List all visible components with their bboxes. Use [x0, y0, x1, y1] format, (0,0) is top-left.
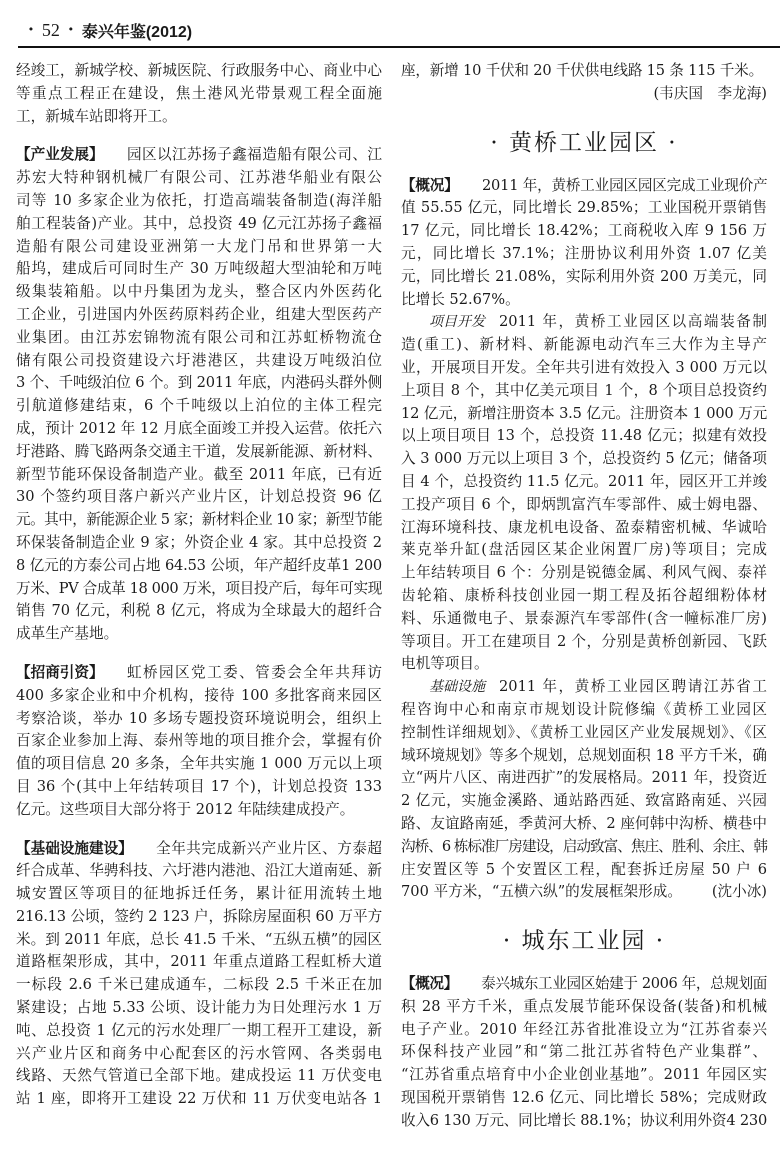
text-line [16, 509, 382, 532]
paragraph [401, 175, 767, 312]
text-line [401, 243, 767, 266]
line-text: 成，预计 2012 年 12 月底全面竣工并投入运营。依托六 [16, 419, 383, 437]
line-text: 舶工程装备)产业。其中，总投资 49 亿元江苏扬子鑫福 [16, 214, 382, 232]
text-line [16, 555, 382, 578]
line-text: 紧建设；占地 5.33 公顷、设计能力为日处理污水 1 万 [16, 999, 382, 1017]
line-text: 等重点工程正在建设，焦土港风光带景观工程全面施 [16, 84, 382, 102]
line-text: 工，新城车站即将开工。 [16, 107, 177, 125]
line-text: 12 亿元，新增注册资本 3.5 亿元。注册资本 1 000 万元 [401, 404, 767, 422]
line-text: 引航道修建结束，6 个千吨级以上泊位的主体工程完 [16, 397, 382, 415]
text-line [401, 1019, 767, 1042]
line-text: 泰兴城东工业园区始建于 2006 年，总规划面 [481, 975, 767, 993]
line-text: 成革生产基地。 [16, 625, 119, 643]
line-text: 元，同比增长 37.1%；注册协议利用外资 1.07 亿美 [401, 244, 767, 262]
line-text: 船坞，建成后可同时生产 30 万吨级超大型油轮和万吨 [16, 260, 382, 278]
text-line [16, 1020, 382, 1043]
text-line [16, 486, 382, 509]
line-text: 级集装箱船。以中丹集团为龙头，整合区内外医药化 [16, 283, 382, 301]
text-line [16, 951, 382, 974]
text-line [401, 790, 767, 813]
text-line [16, 997, 382, 1020]
text-line [16, 418, 382, 441]
section-title: · 黄桥工业园区 · [490, 129, 678, 156]
line-text: 考察洽谈，举办 10 多场专题投资环境说明会，组织上 [16, 709, 382, 727]
line-text: 电机等项目。 [401, 655, 489, 673]
line-text: 线路、天然气管道已全部下地。建成投运 11 万伏变电 [16, 1067, 382, 1085]
text-line [16, 395, 382, 418]
text-line [16, 372, 382, 395]
line-text: 新型节能环保设备制造产业。截至 2011 年底，已有近 [16, 465, 382, 483]
line-text: 苏宏大特种钢机械厂有限公司、江苏港华船业有限公 [16, 169, 382, 187]
line-text: 沟桥、6 栋标准厂房建设，启动致富、焦庄、胜利、余庄、韩 [401, 837, 767, 855]
text-line [401, 653, 767, 676]
line-text: 控制性详细规划》、《黄桥工业园区产业发展规划》、《区 [401, 723, 767, 741]
section-label: 【招商引资】 [16, 664, 104, 681]
line-text: 环保科技产业园”和“第二批江苏省特色产业集群”、 [401, 1043, 767, 1061]
text-line [16, 685, 382, 708]
text-line [16, 83, 382, 106]
book-title: 泰兴年鉴(2012) [81, 23, 193, 41]
text-line [16, 190, 382, 213]
line-text: 2 亿元，实施金溪路、通站路西延、致富路南延、兴园 [401, 792, 767, 810]
line-text: 亿元。这些项目大部分将于 2012 年陆续建成投产。 [16, 800, 355, 818]
text-line [16, 600, 382, 623]
text-line [401, 517, 767, 540]
text-line [16, 860, 382, 883]
line-text: 700 平方米，“五横六纵”的发展框架形成。 [401, 883, 682, 901]
line-text: 等项目。开工在建项目 2 个，分别是黄桥创新园、飞跃 [401, 632, 767, 650]
subsection-label: 基础设施 [429, 679, 485, 696]
text-line [401, 996, 767, 1019]
text-line [401, 471, 767, 494]
text-line [16, 464, 382, 487]
paragraph [16, 838, 382, 1112]
line-text: 元，同比增长 21.08%，实际利用外资 200 万美元，同 [401, 267, 767, 285]
paragraph [16, 662, 382, 822]
text-line [401, 859, 767, 882]
text-line [401, 813, 767, 836]
line-text: 司等 10 多家企业为依托，打造高端装备制造(海洋船 [16, 191, 382, 209]
text-line [16, 838, 382, 861]
line-text: 域环境规划》等多个规划，总规划面积 18 平方千米，确 [401, 746, 767, 764]
line-text: 17 亿元，同比增长 18.42%；工商税收入库 9 156 万 [401, 222, 767, 240]
text-line [401, 722, 767, 745]
text-line [16, 662, 382, 685]
line-text: 业集团。由江苏宏锦物流有限公司和江苏虹桥物流仓 [16, 328, 382, 346]
text-line [16, 1043, 382, 1066]
text-line [401, 289, 767, 312]
line-text: 工投产项目 6 个，即炳凯富汽车零部件、威士姆电器、 [401, 495, 767, 513]
line-text: 莱克举升缸(盘活园区某企业闲置厂房)等项目；完成 [401, 541, 767, 559]
text-line [401, 836, 767, 859]
line-text: 2011 年，黄桥工业园区以高端装备制 [499, 313, 767, 331]
line-text: 目 4 个，总投资约 11.5 亿元。2011 年，园区开工并竣 [401, 472, 767, 490]
text-line [401, 539, 767, 562]
text-line [401, 175, 767, 198]
line-text: 环保装备制造企业 9 家；外资企业 4 家。其中总投资 2 [16, 533, 382, 551]
line-text: 一标段 2.6 千米已建成通车，二标段 2.5 千米正在加 [16, 976, 382, 994]
separator-dot: · [28, 20, 34, 40]
text-line [16, 167, 382, 190]
line-text: 吨、总投资 1 亿元的污水处理厂一期工程开工建设，新 [16, 1021, 382, 1039]
line-text: 216.13 公顷，签约 2 123 户，拆除房屋面积 60 万平方 [16, 907, 382, 925]
text-line [16, 258, 382, 281]
line-text: 虹桥园区党工委、管委会全年共拜访 [126, 663, 382, 681]
text-line [16, 106, 382, 129]
line-text: 米。到 2011 年底，总长 41.5 千米、“五纵五横”的园区 [16, 930, 382, 948]
text-line [401, 973, 767, 996]
paragraph [401, 973, 767, 1133]
text-line [401, 60, 767, 83]
text-line [16, 144, 382, 167]
line-text: 座，新增 10 千伏和 20 千伏供电线路 15 条 115 千米。 [401, 62, 763, 79]
line-text: 造船有限公司建设亚洲第一大龙门吊和世界第一大 [16, 237, 382, 255]
text-line [16, 776, 382, 799]
line-text: 百家企业参加上海、泰州等地的项目推介会，掌握有价 [16, 732, 382, 750]
text-line [401, 220, 767, 243]
paragraph [401, 60, 767, 83]
line-text: 2011 年，黄桥工业园区园区完成工业现价产 [481, 176, 768, 194]
line-text: 纤合成革、华骋科技、六圩港内港池、沿江大道南延、新 [16, 862, 382, 880]
section-label: 【产业发展】 [16, 147, 104, 164]
text-line [401, 881, 767, 904]
text-line [16, 304, 382, 327]
line-text: 工企业，引进国内外医药原料药企业，组建大型医药产 [16, 305, 382, 323]
text-line [401, 608, 767, 631]
line-text: 园区以江苏扬子鑫福造船有限公司、江 [126, 146, 382, 164]
text-line [16, 906, 382, 929]
text-line [401, 631, 767, 654]
line-text: 料、乐通微电子、景泰源汽车零部件(含一幢标准厂房) [401, 609, 767, 627]
section-title: · 城东工业园 · [502, 928, 666, 955]
line-text: 道路框架形成，其中，2011 年重点道路工程虹桥大道 [16, 953, 382, 971]
line-text: 城安置区等项目的征地拆迁任务，累计征用流转土地 [16, 885, 382, 903]
text-line [401, 676, 767, 699]
line-text: 目 36 个(其中上年结转项目 17 个)，计划总投资 133 [16, 777, 382, 795]
page-number: 52 [41, 19, 60, 40]
line-text: 元。其中，新能源企业 5 家；新材料企业 10 家；新型节能 [16, 511, 382, 529]
text-line [401, 1087, 767, 1110]
text-line [401, 311, 767, 334]
paragraph [16, 60, 382, 128]
paragraph [401, 676, 767, 904]
text-line [16, 236, 382, 259]
line-text: “江苏省重点培育中小企业创业基地”。2011 年园区实 [401, 1066, 767, 1084]
line-text: 8 亿元的方泰公司占地 64.53 公顷，年产超纤皮革1 200 [16, 556, 382, 574]
section-label: 【概况】 [401, 976, 458, 993]
text-line [401, 767, 767, 790]
text-line [16, 799, 382, 822]
line-text: 业，开展项目开发。全年共引进有效投入 3 000 万元以 [401, 358, 767, 376]
text-line [16, 441, 382, 464]
text-line [16, 1088, 382, 1111]
line-text: 路、友谊路南延，季黄河大桥、2 座何韩中沟桥、横巷中 [401, 814, 767, 832]
text-line [401, 1064, 767, 1087]
line-text: 站 1 座，即将开工建设 22 万伏和 11 万伏变电站各 1 [16, 1090, 382, 1108]
line-text: 庄安置区等 5 个安置区工程，配套拆迁房屋 50 户 6 [401, 860, 767, 878]
author-attribution: (韦庆国 李龙海) [653, 84, 767, 102]
left-column [16, 60, 382, 1127]
text-line [401, 585, 767, 608]
text-line [16, 213, 382, 236]
line-text: 收入6 130 万元、同比增长 88.1%；协议利用外资4 230 [401, 1111, 768, 1129]
line-text: 立“两片八区、南进西扩”的发展格局。2011 年，投资近 [401, 769, 767, 787]
line-text: 值的项目信息 20 多条，全年共实施 1 000 万元以上项 [16, 755, 382, 773]
line-text: 储有限公司投资建设六圩港港区，共建设万吨级泊位 [16, 351, 382, 369]
line-text: 2011 年，黄桥工业园区聘请江苏省工 [499, 678, 767, 696]
line-text: 值 55.55 亿元，同比增长 29.85%；工业国税开票销售 [401, 199, 767, 217]
line-text: 销售 70 亿元，利税 8 亿元，将成为全球最大的超纤合 [16, 602, 382, 620]
line-text: 400 多家企业和中介机构，接待 100 多批客商来园区 [16, 686, 382, 704]
line-text: 以上项目项目 13 个，总投资 11.48 亿元；拟建有效投 [401, 427, 767, 445]
text-line [401, 745, 767, 768]
text-line [401, 448, 767, 471]
line-text: 兴产业片区和商务中心配套区的污水管网、各类弱电 [16, 1044, 382, 1062]
text-line [16, 60, 382, 83]
text-line [401, 1041, 767, 1064]
text-line [16, 350, 382, 373]
text-line [16, 281, 382, 304]
text-line [401, 334, 767, 357]
line-text: 圩港路、腾飞路两条交通主干道，发展新能源、新材料、 [16, 442, 382, 460]
text-line [16, 730, 382, 753]
text-line [401, 1110, 767, 1133]
line-text: 造(重工)、新材料、新能源电动汽车三大作为主导产 [401, 336, 767, 354]
section-label: 【概况】 [401, 177, 459, 194]
subsection-label: 项目开发 [429, 314, 485, 331]
text-line [401, 403, 767, 426]
text-line [401, 197, 767, 220]
separator-dot: · [67, 20, 74, 40]
text-line [16, 883, 382, 906]
line-text: 上年结转项目 6 个：分别是锐德金属、利风气阀、泰祥 [401, 564, 767, 582]
text-line [16, 974, 382, 997]
line-text: 积 28 平方千米，重点发展节能环保设备(装备)和机械 [401, 997, 767, 1015]
paragraph [401, 311, 767, 676]
line-text: 现国税开票销售 12.6 亿元、同比增长 58%；完成财政 [401, 1089, 767, 1107]
line-text: 全年共完成新兴产业片区、方泰超 [156, 839, 382, 857]
line-text: 经竣工，新城学校、新城医院、行政服务中心、商业中心 [16, 62, 382, 79]
paragraph [16, 144, 382, 646]
text-line [401, 380, 767, 403]
line-text: 30 个签约项目落户新兴产业片区，计划总投资 96 亿 [16, 488, 382, 506]
text-line [401, 562, 767, 585]
header-rule [18, 46, 780, 48]
page-header [20, 18, 192, 42]
line-text: 齿轮箱、康桥科技创业园一期工程及拓谷超细粉体材 [401, 586, 767, 604]
text-line [16, 1065, 382, 1088]
text-line [16, 623, 382, 646]
text-line [401, 699, 767, 722]
line-text: 江海环境科技、康龙机电设备、盈泰精密机械、华诚哈 [401, 518, 767, 536]
text-line [16, 327, 382, 350]
text-line [401, 357, 767, 380]
text-line [16, 578, 382, 601]
section-label: 【基础设施建设】 [16, 840, 133, 857]
right-column [401, 60, 767, 1133]
text-line [401, 266, 767, 289]
line-text: 程咨询中心和南京市规划设计院修编《黄桥工业园区 [401, 700, 767, 718]
line-text: 上项目 8 个，其中亿美元项目 1 个，8 个项目总投资约 [401, 381, 767, 399]
text-line [16, 708, 382, 731]
text-line [16, 929, 382, 952]
line-text: 比增长 52.67%。 [401, 290, 520, 308]
line-text: 电子产业。2010 年经江苏省批准设立为“江苏省泰兴 [401, 1020, 767, 1038]
line-text: 万米、PV 合成革 18 000 万米，项目投产后，每年可实现 [16, 579, 382, 597]
text-line [16, 753, 382, 776]
text-line [401, 425, 767, 448]
author-attribution: (沈小冰) [711, 883, 767, 901]
line-text: 3 个、千吨级泊位 6 个。到 2011 年底，内港码头群外侧 [16, 374, 382, 392]
text-line [16, 532, 382, 555]
line-text: 入 3 000 万元以上项目 3 个，总投资约 5 亿元；储备项 [401, 450, 767, 468]
text-line [401, 494, 767, 517]
